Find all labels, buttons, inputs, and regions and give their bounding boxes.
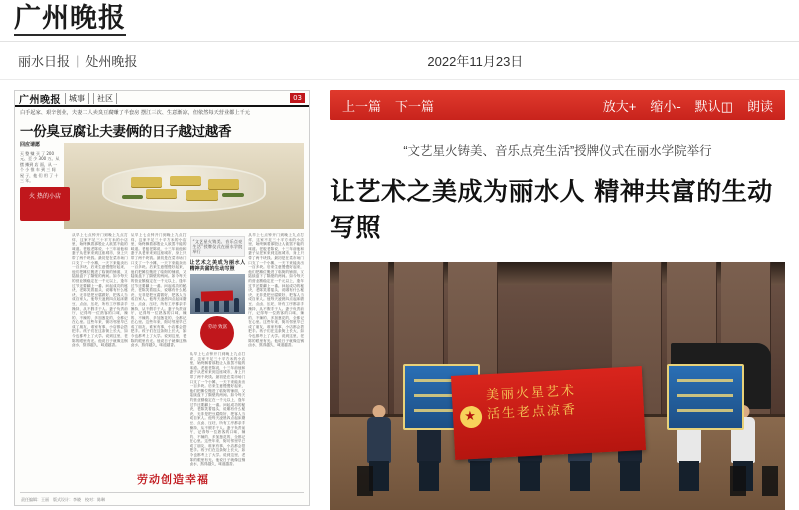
masthead — [0, 0, 799, 42]
paper-nav — [0, 42, 799, 80]
banner-line-1: 美丽火星艺术 — [485, 383, 577, 404]
tofu-piece — [131, 177, 162, 186]
garnish — [122, 195, 144, 199]
nav-item-evening[interactable]: 处州晚报 — [85, 54, 138, 69]
left-column — [14, 90, 324, 510]
default-size-icon: ◫ — [720, 98, 733, 114]
photo-red-banner — [451, 366, 646, 460]
banner-line-2: 活生老点凉香 — [486, 402, 578, 423]
article-title: 让艺术之美成为丽水人 精神共富的生动写照 — [330, 177, 773, 242]
facsimile-footer-title: 劳动创造幸福 — [137, 473, 209, 486]
facsimile-section-right: 社区 — [93, 93, 117, 104]
plate-shape — [102, 165, 265, 211]
garnish — [222, 193, 244, 197]
facsimile-column-2: 从早上七点钟开门到晚上九点打烊，这家不足三十平方米的小店里，始终飘着那股让人欲罢不能的味道。老板老陈说，十三年前他和妻子从老家来到这座城市，身上只带了两千块钱。最初是在菜市场门口支了一个小摊，一天下来能卖出一百多块。后来生意慢慢好起来，他们把摊位搬进了临街的铺面，又陆续盘下了隔壁的两间。如今每天的营业额稳定在一千元以上，逢年过节还要翻上一番。问起成功的秘诀，老陈笑着摇头，说哪有什么秘诀，无非是把豆腐做好，把客人当成自家人。他每天凌晨四点起床磨豆、点卤、压坯，所有工序都亲手操持，从不假手于人。妻子负责前厅，记得每一位熟客的口味，辣的、不辣的、多加葱花的，全都记在心里。这些年来，街坊邻里早已成了朋友，谁家有事，小店都会搭把手。孩子们在这条街上长大，如今也都考上了大学。说到这里，老陈的眼里有光。他说日子就像这锅卤水，熬得越久，味道越香。 — [130, 233, 187, 348]
facsimile-header — [15, 91, 309, 107]
facsimile-inset-title: 让艺术之美成为丽水人 精神共富的生动写照 — [189, 260, 246, 272]
masthead-logo: 广州晚报 — [14, 3, 126, 34]
article-toolbar — [330, 90, 785, 120]
tofu-piece — [146, 189, 177, 198]
content-area — [0, 80, 799, 510]
facsimile-column-1: 从早上七点钟开门到晚上九点打烊，这家不足三十平方米的小店里，始终飘着那股让人欲罢不能的味道。老板老陈说，十三年前他和妻子从老家来到这座城市，身上只带了两千块钱。最初是在菜市场门口支了一个小摊，一天下来能卖出一百多块。后来生意慢慢好起来，他们把摊位搬进了临街的铺面，又陆续盘下了隔壁的两间。如今每天的营业额稳定在一千元以上，逢年过节还要翻上一番。问起成功的秘诀，老陈笑着摇头，说哪有什么秘诀，无非是把豆腐做好，把客人当成自家人。他每天凌晨四点起床磨豆、点卤、压坯，所有工序都亲手操持，从不假手于人。妻子负责前厅，记得每一位熟客的口味，辣的、不辣的、多加葱花的，全都记在心里。这些年来，街坊邻里早已成了朋友，谁家有事，小店都会搭把手。孩子们在这条街上长大，如今也都考上了大学。说到这里，老陈的眼里有光。他说日子就像这锅卤水，熬得越久，味道越香。 — [72, 233, 128, 348]
facsimile-columns — [15, 229, 309, 467]
publication-date: 2022年11月23日 — [427, 54, 524, 69]
facsimile-column-3-text: 从早上七点钟开门到晚上九点打烊，这家不足三十平方米的小店里，始终飘着那股让人欲罢不能的味道。老板老陈说，十三年前他和妻子从老家来到这座城市，身上只带了两千块钱。最初是在菜市场门口支了一个小摊，一天下来能卖出一百多块。后来生意慢慢好起来，他们把摊位搬进了临街的铺面，又陆续盘下了隔壁的两间。如今每天的营业额稳定在一千元以上，逢年过节还要翻上一番。问起成功的秘诀，老陈笑着摇头，说哪有什么秘诀，无非是把豆腐做好，把客人当成自家人。他每天凌晨四点起床磨豆、点卤、压坯，所有工序都亲手操持，从不假手于人。妻子负责前厅，记得每一位熟客的口味，辣的、不辣的、多加葱花的，全都记在心里。这些年来，街坊邻里早已成了朋友，谁家有事，小店都会搭把手。孩子们在这条街上长大，如今也都考上了大学。说到这里，老陈的眼里有光。他说日子就像这锅卤水，熬得越久，味道越香。 — [189, 352, 246, 467]
tofu-piece — [170, 176, 201, 185]
facsimile-section-left: 城事 — [65, 93, 89, 104]
article-photo — [330, 262, 785, 510]
tofu-piece — [208, 179, 239, 188]
read-aloud-button[interactable]: 朗读 — [746, 98, 773, 114]
toolbar-left-group — [342, 96, 434, 115]
facsimile-footer-note: 责任编辑：王丽 版式设计：李晓 校对：陈琳 — [21, 497, 105, 502]
facsimile-column-4: 从早上七点钟开门到晚上九点打烊，这家不足三十平方米的小店里，始终飘着那股让人欲罢不能的味道。老板老陈说，十三年前他和妻子从老家来到这座城市，身上只带了两千块钱。最初是在菜市场门口支了一个小摊，一天下来能卖出一百多块。后来生意慢慢好起来，他们把摊位搬进了临街的铺面，又陆续盘下了隔壁的两间。如今每天的营业额稳定在一千元以上，逢年过节还要翻上一番。问起成功的秘诀，老陈笑着摇头，说哪有什么秘诀，无非是把豆腐做好，把客人当成自家人。他每天凌晨四点起床磨豆、点卤、压坯，所有工序都亲手操持，从不假手于人。妻子负责前厅，记得每一位熟客的口味，辣的、不辣的、多加葱花的，全都记在心里。这些年来，街坊邻里早已成了朋友，谁家有事，小店都会搭把手。孩子们在这条街上长大，如今也都考上了大学。说到这里，老陈的眼里有光。他说日子就像这锅卤水，熬得越久，味道越香。 — [248, 233, 304, 348]
banner-emblem-icon: ★ — [459, 406, 482, 429]
toolbar-right-group — [603, 96, 773, 115]
facsimile-inset-caption: “文艺星火铸美、音乐点亮生活”授牌仪式在丽水学院举行 — [190, 236, 246, 257]
next-article-button[interactable]: 下一篇 — [395, 98, 435, 114]
default-size-label: 默认 — [694, 98, 721, 114]
right-column — [324, 90, 785, 510]
article-shoulder-title: “文艺星火铸美、音乐点亮生活”授牌仪式在丽水学院举行 — [403, 144, 712, 158]
facsimile-headline: 一份臭豆腐让夫妻俩的日子越过越香 — [20, 124, 232, 140]
photo-flag-right — [667, 364, 744, 430]
facsimile-inset-photo — [190, 274, 246, 314]
facsimile-logo: 广州晚报 — [19, 94, 61, 106]
nav-separator: | — [76, 53, 80, 68]
nav-item-daily[interactable]: 丽水日报 — [18, 54, 71, 69]
zoom-in-button[interactable]: 放大+ — [602, 98, 637, 114]
facsimile-sidebar-text: 天 整 赚 买 了 200 元、至 少 300 万。从 摆 摊到 店 面，从 一 个 小 推 车 到 三 间 屋 子，他 们 用 了 十 三 年。 — [20, 150, 60, 183]
facsimile-badge: 劳动 致富 — [200, 316, 234, 350]
newspaper-page-image[interactable] — [14, 90, 310, 506]
facsimile-stamp: 火 热的小店 — [20, 187, 70, 221]
default-size-button[interactable] — [695, 96, 733, 115]
facsimile-page-number: 03 — [290, 93, 305, 103]
prev-article-button[interactable]: 上一篇 — [342, 98, 382, 114]
facsimile-divider — [20, 492, 304, 493]
facsimile-column-3 — [190, 233, 246, 467]
tofu-piece — [186, 190, 217, 199]
facsimile-food-photo — [64, 143, 304, 229]
zoom-out-button[interactable]: 缩小- — [650, 98, 681, 114]
facsimile-sidebar-title: 回应请愿 — [20, 142, 41, 148]
facsimile-kicker: 白手起家、艰辛创业，夫妻二人卖臭豆腐赚了半套房 摆江三次、生意渐凉，但依然每天营业都上千元 — [20, 110, 250, 116]
